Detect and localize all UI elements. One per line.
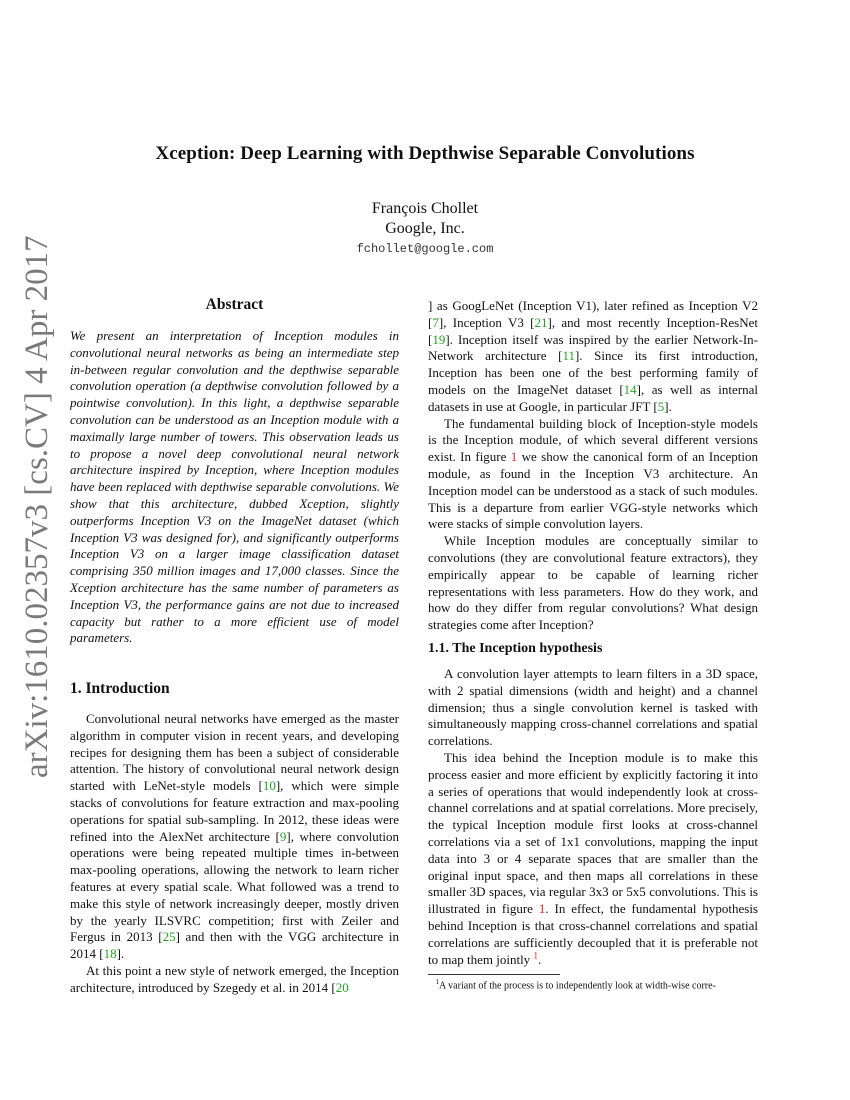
- citation-link[interactable]: 14: [623, 381, 637, 397]
- citation-link[interactable]: 10: [262, 778, 276, 794]
- figure-link[interactable]: 1: [538, 901, 546, 917]
- paper-title: Xception: Deep Learning with Depthwise Separable Convolutions: [155, 143, 695, 164]
- abstract-body: [70, 328, 399, 647]
- author-affiliation: Google, Inc.: [385, 220, 465, 237]
- footnote-text: A variant of the process is to independently look at width-wise corre-: [439, 980, 716, 992]
- citation-link[interactable]: 19: [432, 331, 446, 347]
- citation-link[interactable]: 25: [162, 929, 176, 945]
- intro-paragraph-2-cont: ] as GoogLeNet (Inception V1), later refined as Inception V2 [7], Inception V3 [21], and most recently Inception-ResNet [19]. Inception itself was inspired by the earlier Network-In-Network architecture [11]. Since its first introduction, Inception has been one of the best performing family of models on the ImageNet dataset [14], as well as internal datasets in use at Google, in particular JFT [5].: [428, 298, 759, 414]
- section-heading-introduction: 1. Introduction: [70, 680, 170, 697]
- footnote-marker[interactable]: 1: [533, 950, 538, 961]
- hypothesis-body: [428, 666, 758, 968]
- author-email[interactable]: fchollet@google.com: [356, 242, 494, 256]
- intro-paragraph-4: While Inception modules are conceptually similar to convolutions (they are convolutional feature extractors), they empirically appear to be capable of learning richer representations with less parameters. How do they work, and how do they differ from regular convolutions? What design strategies come after Inception?: [428, 533, 758, 633]
- intro-column-right: [428, 298, 758, 634]
- intro-paragraph-3: The fundamental building block of Inception-style models is the Inception module, of which several different versions exist. In figure 1 we show the canonical form of an Inception module, as found in the Inception V3 architecture. An Inception model can be understood as a stack of such modules. This is a departure from earlier VGG-style networks which were stacks of simple convolution layers.: [428, 415, 758, 532]
- abstract-text: We present an interpretation of Inception modules in convolutional neural networks as being an intermediate step in-between regular convolution and the depthwise separable convolution operation (a depthwise convolution followed by a pointwise convolution). In this light, a depthwise separable convolution can be understood as an Inception module with a maximally large number of towers. This observation leads us to propose a novel deep convolutional neural network architecture inspired by Inception, where Inception modules have been replaced with depthwise separable convolutions. We show that this architecture, dubbed Xception, slightly outperforms Inception V3 on the ImageNet dataset (which Inception V3 was designed for), and significantly outperforms Inception V3 on a larger image classification dataset comprising 350 million images and 17,000 classes. Since the Xception architecture has the same number of parameters as Inception V3, the performance gains are not due to increased capacity but rather to a more efficient use of model parameters.: [70, 328, 399, 646]
- citation-link[interactable]: 21: [534, 314, 548, 330]
- intro-paragraph-2-start: At this point a new style of network emerged, the Inception architecture, introduced by Szegedy et al. in 2014 [20: [70, 962, 399, 995]
- footnote-number: 1: [435, 978, 439, 986]
- intro-paragraph-1: Convolutional neural networks have emerged as the master algorithm in computer vision in recent years, and developing recipes for designing them has been a subject of considerable attention. The history of convolutional neural network design started with LeNet-style models [10], which were simple stacks of convolutions for feature extraction and max-pooling operations for spatial sub-sampling. In 2012, these ideas were refined into the AlexNet architecture [9], where convolution operations were being repeated multiple times in-between max-pooling operations, allowing the network to learn richer features at every spatial scale. What followed was a trend to make this style of network increasingly deeper, mostly driven by the yearly ILSVRC competition; first with Zeiler and Fergus in 2013 [25] and then with the VGG architecture in 2014 [18].: [70, 711, 399, 962]
- footnote-divider: [428, 974, 560, 975]
- citation-link[interactable]: 7: [432, 314, 439, 330]
- author-name: François Chollet: [371, 200, 479, 217]
- arxiv-stamp: arXiv:1610.02357v3 [cs.CV] 4 Apr 2017: [19, 235, 55, 778]
- citation-link[interactable]: 11: [562, 348, 575, 364]
- subsection-heading-inception-hypothesis: 1.1. The Inception hypothesis: [428, 641, 603, 656]
- hypothesis-paragraph-2: This idea behind the Inception module is to make this process easier and more efficient by explicitly factoring it into a series of operations that would independently look at cross-channel correlations and at spatial correlations. More precisely, the typical Inception module first looks at cross-channel correlations via a set of 1x1 convolutions, mapping the input data into 3 or 4 separate spaces that are smaller than the original input space, and then maps all correlations in these smaller 3D spaces, via regular 3x3 or 5x5 convolutions. This is illustrated in figure 1. In effect, the fundamental hypothesis behind Inception is that cross-channel correlations and spatial correlations are sufficiently decoupled that it is preferable not to map them jointly $^1$.: [428, 749, 758, 967]
- intro-column-left: [70, 711, 399, 997]
- footnote: [428, 976, 758, 992]
- citation-link[interactable]: 20: [335, 979, 349, 995]
- citation-link[interactable]: 9: [279, 828, 287, 844]
- abstract-heading: Abstract: [205, 296, 264, 313]
- hypothesis-paragraph-1: A convolution layer attempts to learn filters in a 3D space, with 2 spatial dimensions (width and height) and a channel dimension; thus a single convolution kernel is tasked with simultaneously mapping cross-channel correlations and spatial correlations.: [428, 666, 758, 749]
- citation-link[interactable]: 18: [103, 946, 117, 962]
- figure-link[interactable]: 1: [510, 449, 518, 465]
- citation-link[interactable]: 5: [657, 398, 665, 414]
